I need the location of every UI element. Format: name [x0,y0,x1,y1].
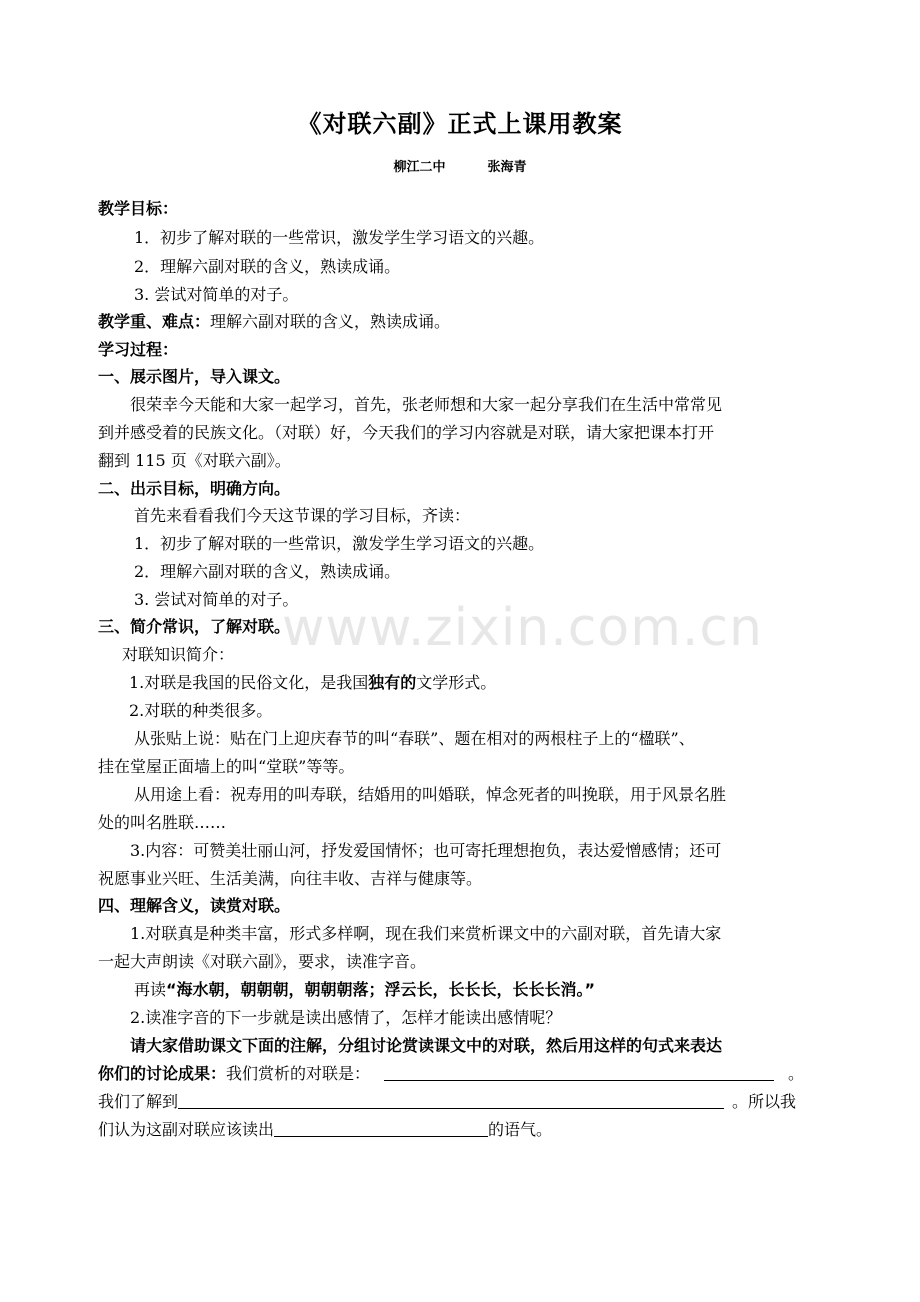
text-run: 。所以我 [732,1092,797,1111]
fill-in-blank [384,1064,774,1081]
section-heading: 三、简介常识，了解对联。 [98,617,291,636]
paragraph-line [134,979,864,1001]
paragraph-line: 2.读准字音的下一步就是读出感情了，怎样才能读出感情呢？ [130,1008,562,1027]
goal-item: 3. 尝试对简单的对子。 [134,285,299,304]
author-school: 柳江二中 [393,160,446,175]
emphasis-text: 独有的 [368,673,417,692]
paragraph-line: 一起大声朗读《对联六副》，要求，读准字音。 [98,952,427,971]
paragraph-line: 从张贴上说：贴在门上迎庆春节的叫“春联”、题在相对的两根柱子上的“楹联”、 [134,729,695,748]
paragraph-line: 很荣幸今天能和大家一起学习，首先，张老师想和大家一起分享我们在生活中常常见 [130,395,723,414]
paragraph-line [129,672,859,694]
author-line [0,156,920,175]
key-points [98,311,828,333]
key-points-text: 理解六副对联的含义，熟读成诵。 [210,312,451,331]
goal-item: 1．初步了解对联的一些常识，激发学生学习语文的兴趣。 [134,534,545,553]
paragraph-line: 从用途上看：祝寿用的叫寿联，结婚用的叫婚联，悼念死者的叫挽联，用于风景名胜 [134,785,727,804]
section-heading: 四、理解含义，读赏对联。 [98,896,291,915]
text-run: 再读 [134,980,167,999]
text-run: 们认为这副对联应该读出 [98,1120,275,1139]
section-heading: 一、展示图片，导入课文。 [98,367,291,386]
section-heading: 二、出示目标，明确方向。 [98,479,291,498]
paragraph-line: 3.内容：可赞美壮丽山河，抒发爱国情怀；也可寄托理想抱负，表达爱憎感情；还可 [130,841,722,860]
paragraph-line: 挂在堂屋正面墙上的叫“堂联”等等。 [98,757,355,776]
fill-in-blank [178,1092,724,1109]
paragraph-line: 到并感受着的民族文化。（对联）好，今天我们的学习内容就是对联，请大家把课本打开 [98,423,715,442]
author-name: 张海青 [487,160,527,175]
goal-item: 2．理解六副对联的含义，熟读成诵。 [134,562,401,581]
process-heading: 学习过程： [98,340,179,359]
text-run: 文学形式。 [416,673,497,692]
text-run: 我们了解到 [98,1092,179,1111]
paragraph-line [98,1119,828,1141]
text-run: 1.对联是我国的民俗文化，是我国 [129,673,369,692]
text-run: 的语气。 [488,1120,553,1139]
goal-item: 2．理解六副对联的含义，熟读成诵。 [134,257,401,276]
fill-in-blank [274,1120,488,1137]
paragraph-line: 请大家借助课文下面的注解，分组讨论赏读课文中的对联，然后用这样的句式来表达 [130,1036,723,1055]
paragraph-line: 首先来看看我们今天这节课的学习目标，齐读： [134,506,471,525]
paragraph-line: 1.对联真是种类丰富，形式多样啊，现在我们来赏析课文中的六副对联，首先请大家 [130,924,722,943]
text-run: 你们的讨论成果： [98,1064,227,1083]
paragraph-line: 翻到 115 页《对联六副》。 [98,451,291,470]
text-run: 。 [788,1064,805,1083]
goals-heading: 教学目标： [98,199,179,218]
paragraph-line [98,1091,828,1113]
key-points-label: 教学重、难点： [98,312,211,331]
document-title: 《对联六副》正式上课用教案 [297,110,623,138]
text-run: 我们赏析的对联是： [226,1064,371,1083]
goal-item: 1．初步了解对联的一些常识，激发学生学习语文的兴趣。 [134,228,545,247]
paragraph-line: 对联知识简介： [122,645,235,664]
paragraph-line [98,1063,828,1085]
paragraph-line: 祝愿事业兴旺、生活美满，向往丰收、吉祥与健康等。 [98,869,483,888]
goal-item: 3. 尝试对简单的对子。 [134,590,299,609]
watermark: www.zixin.com.cn [282,598,763,658]
paragraph-line: 处的叫名胜联…… [98,813,227,832]
couplet-text: “海水朝，朝朝朝，朝朝朝落；浮云长，长长长，长长长消。” [166,980,596,999]
paragraph-line: 2.对联的种类很多。 [129,701,273,720]
